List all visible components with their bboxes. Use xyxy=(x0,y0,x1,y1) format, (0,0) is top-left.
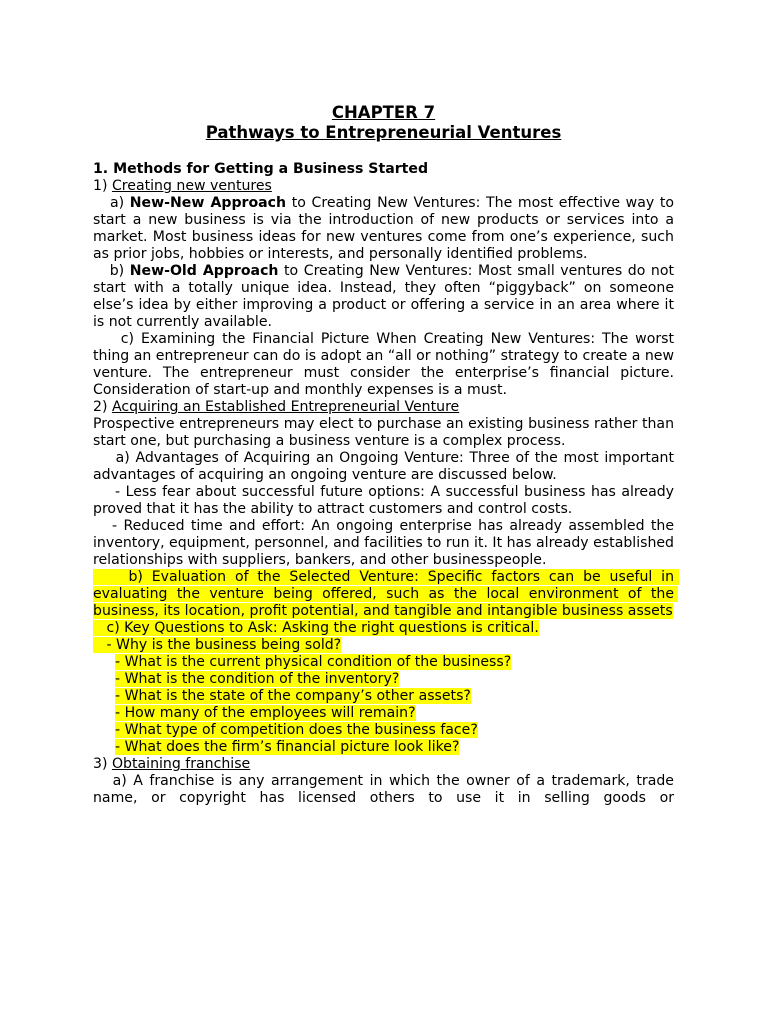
list-item-acquiring-venture: 2) Acquiring an Established Entrepreneurial Venture xyxy=(93,399,460,415)
question-why-sold: - Why is the business being sold? xyxy=(93,637,342,653)
paragraph-key-questions: c) Key Questions to Ask: Asking the right questions is critical. xyxy=(93,620,539,636)
paragraph-financial-picture: c) Examining the Financial Picture When Creating New Ventures: The worst thing an entrepreneur can do is adopt an “all or nothing” strategy to create a new venture. The entrepreneur must consider the enterprise’s financial picture. Consideration of start-up and monthly expenses is a must. xyxy=(93,331,679,398)
item-label: Obtaining franchise xyxy=(111,756,251,772)
list-item: - How many of the employees will remain? xyxy=(115,705,416,721)
list-item: - What is the condition of the inventory? xyxy=(115,671,400,687)
paragraph-less-fear: - Less fear about successful future options: A successful business has already proved that it has the ability to attract customers and control costs. xyxy=(93,484,679,517)
paragraph-new-new-approach: a) New-New Approach to Creating New Ventures: The most effective way to start a new business is via the introduction of new products or services into a market. Most business ideas for new ventures come from one’s experience, such as prior jobs, hobbies or interests, and personally identified problems. xyxy=(93,195,679,262)
list-item-creating-new-ventures: 1) Creating new ventures xyxy=(93,178,272,194)
paragraph-evaluation-highlighted: b) Evaluation of the Selected Venture: Specific factors can be useful in evaluating the venture being offered, such as the local environment of the business, its location, profit potential, and tangible and intangible business assets xyxy=(93,569,679,619)
paragraph-advantages: a) Advantages of Acquiring an Ongoing Venture: Three of the most important advantages of acquiring an ongoing venture are discussed below. xyxy=(93,450,679,483)
paragraph-franchise: a) A franchise is any arrangement in which the owner of a trademark, trade name, or copyright has licensed others to use it in selling goods or xyxy=(93,773,679,806)
chapter-number: CHAPTER 7 xyxy=(331,103,436,122)
paragraph-new-old-approach: b) New-Old Approach to Creating New Ventures: Most small ventures do not start with a totally unique idea. Instead, they often “piggyback” on someone else’s idea by either improving a product or offering a service in an area where it is not currently available. xyxy=(93,263,679,330)
item-label: Acquiring an Established Entrepreneurial Venture xyxy=(111,399,460,415)
list-item: - What is the state of the company’s other assets? xyxy=(115,688,471,704)
chapter-title: Pathways to Entrepreneurial Ventures xyxy=(205,123,562,142)
document-body xyxy=(93,103,679,807)
list-item: - What is the current physical condition of the business? xyxy=(115,654,512,670)
paragraph-reduced-time: - Reduced time and effort: An ongoing enterprise has already assembled the inventory, equipment, personnel, and facilities to run it. It has already established relationships with suppliers, bankers, and other businesspeople. xyxy=(93,518,679,568)
section-heading: 1. Methods for Getting a Business Started xyxy=(93,161,429,177)
paragraph-acquire-intro: Prospective entrepreneurs may elect to purchase an existing business rather than start one, but purchasing a business venture is a complex process. xyxy=(93,416,674,449)
list-item: - What type of competition does the business face? xyxy=(115,722,478,738)
item-label: Creating new ventures xyxy=(111,178,272,194)
question-list xyxy=(93,654,674,756)
list-item-obtaining-franchise: 3) Obtaining franchise xyxy=(93,756,251,772)
list-item: - What does the firm’s financial picture look like? xyxy=(115,739,460,755)
